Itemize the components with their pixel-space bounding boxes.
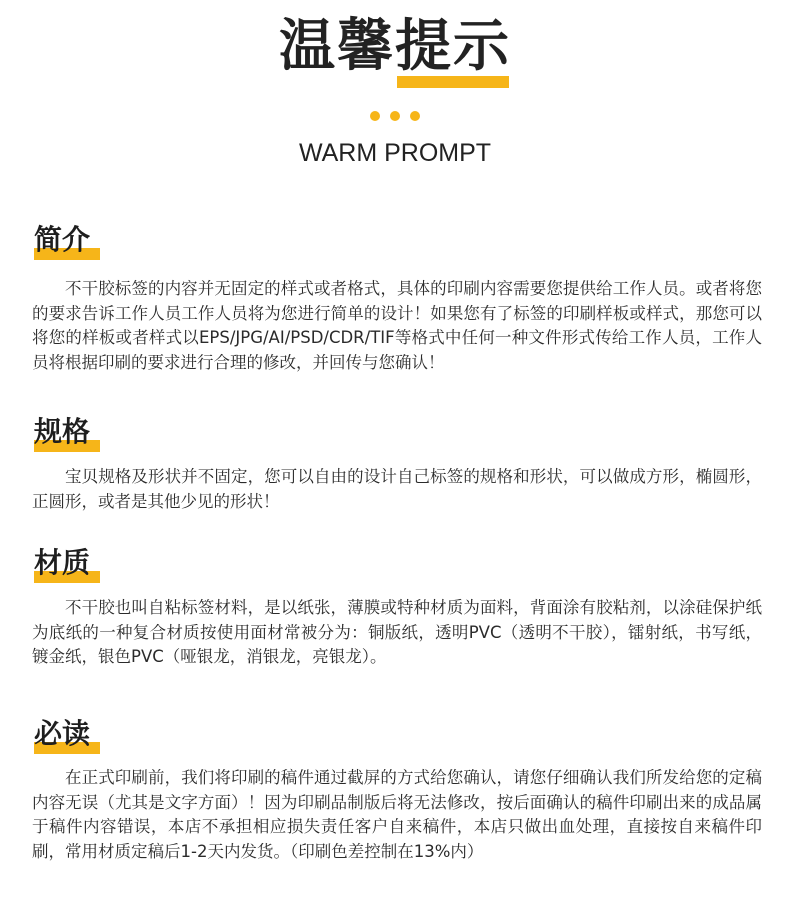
page-header <box>0 12 790 82</box>
section-body-material: 不干胶也叫自粘标签材料，是以纸张，薄膜或特种材质为面料，背面涂有胶粘剂，以涂硅保护纸为底纸的一种复合材质按使用面材常被分为：铜版纸，透明PVC（透明不干胶），镭射纸，书写纸，镀金纸，银色PVC（哑银龙，消银龙，亮银龙）。 <box>32 598 762 666</box>
section-heading-label: 规格 <box>34 415 91 448</box>
dot-icon <box>370 111 380 121</box>
section-body-spec: 宝贝规格及形状并不固定，您可以自由的设计自己标签的规格和形状，可以做成方形，椭圆形，正圆形，或者是其他少见的形状！ <box>32 467 762 511</box>
section-heading-intro <box>34 222 90 262</box>
dot-icon <box>410 111 420 121</box>
dot-icon <box>390 111 400 121</box>
section-heading-spec <box>34 414 90 454</box>
decorative-dots <box>0 106 790 125</box>
section-body-intro: 不干胶标签的内容并无固定的样式或者格式，具体的印刷内容需要您提供给工作人员。或者将您的要求告诉工作人员工作人员将为您进行简单的设计！如果您有了标签的印刷样板或样式，那您可以将您的样板或者样式以EPS/JPG/AI/PSD/CDR/TIF等格式中任何一种文件形式传给工作人员，工作人员将根据印刷的要求进行合理的修改，并回传与您确认！ <box>32 279 762 372</box>
section-heading-material <box>34 545 90 585</box>
section-heading-label: 必读 <box>34 717 91 750</box>
page-subtitle: WARM PROMPT <box>298 139 492 167</box>
section-heading-notice <box>34 716 90 756</box>
section-body-notice: 在正式印刷前，我们将印刷的稿件通过截屏的方式给您确认，请您仔细确认我们所发给您的定稿内容无误（尤其是文字方面）！因为印刷品制版后将无法修改，按后面确认的稿件印刷出来的成品属于稿件内容错误，本店不承担相应损失责任客户自来稿件，本店只做出血处理，直接按自来稿件印刷，常用材质定稿后1-2天内发货。（印刷色差控制在13%内） <box>32 768 762 861</box>
section-heading-label: 简介 <box>34 223 91 256</box>
page-title: 温馨提示 <box>279 14 511 79</box>
section-heading-label: 材质 <box>34 546 91 579</box>
